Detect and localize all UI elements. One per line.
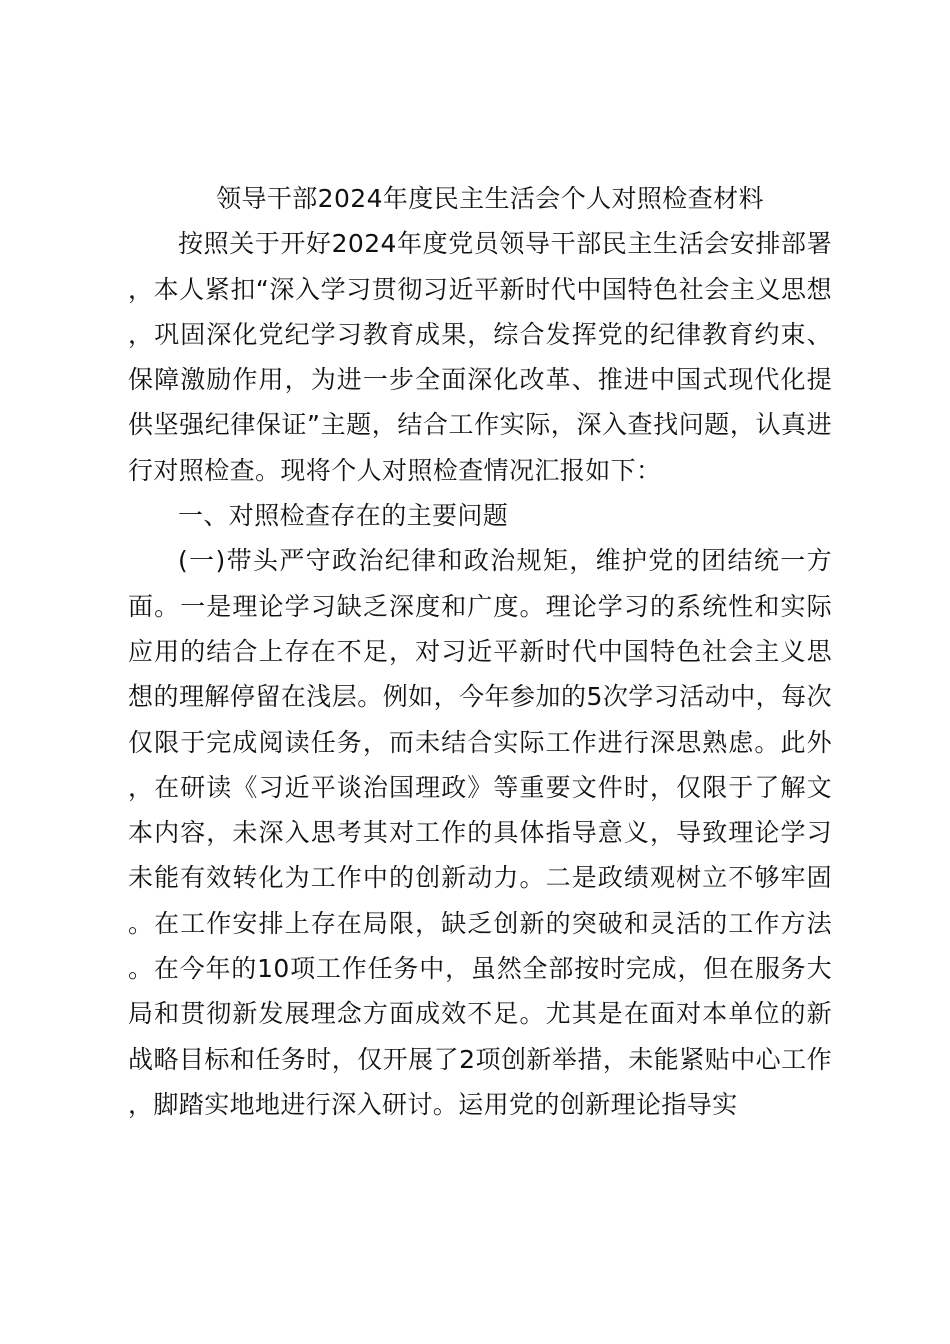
document-body: [128, 176, 832, 1127]
document-title: 领导干部2024年度民主生活会个人对照检查材料: [216, 184, 764, 213]
intro-paragraph: 按照关于开好2024年度党员领导干部民主生活会安排部署，本人紧扣“深入学习贯彻习近平新时代中国特色社会主义思想，巩固深化党纪学习教育成果，综合发挥党的纪律教育约束、保障激励作用，为进一步全面深化改革、推进中国式现代化提供坚强纪律保证”主题，结合工作实际，深入查找问题，认真进行对照检查。现将个人对照检查情况汇报如下：: [128, 229, 832, 485]
section-heading: 一、对照检查存在的主要问题: [178, 501, 509, 531]
section-paragraph: (一)带头严守政治纪律和政治规矩，维护党的团结统一方面。一是理论学习缺乏深度和广度。理论学习的系统性和实际应用的结合上存在不足，对习近平新时代中国特色社会主义思想的理解停留在浅层。例如，今年参加的5次学习活动中，每次仅限于完成阅读任务，而未结合实际工作进行深思熟虑。此外，在研读《习近平谈治国理政》等重要文件时，仅限于了解文本内容，未深入思考其对工作的具体指导意义，导致理论学习未能有效转化为工作中的创新动力。二是政绩观树立不够牢固。在工作安排上存在局限，缺乏创新的突破和灵活的工作方法。在今年的10项工作任务中，虽然全部按时完成，但在服务大局和贯彻新发展理念方面成效不足。尤其是在面对本单位的新战略目标和任务时，仅开展了2项创新举措，未能紧贴中心工作，脚踏实地地进行深入研讨。运用党的创新理论指导实: [128, 546, 832, 1119]
